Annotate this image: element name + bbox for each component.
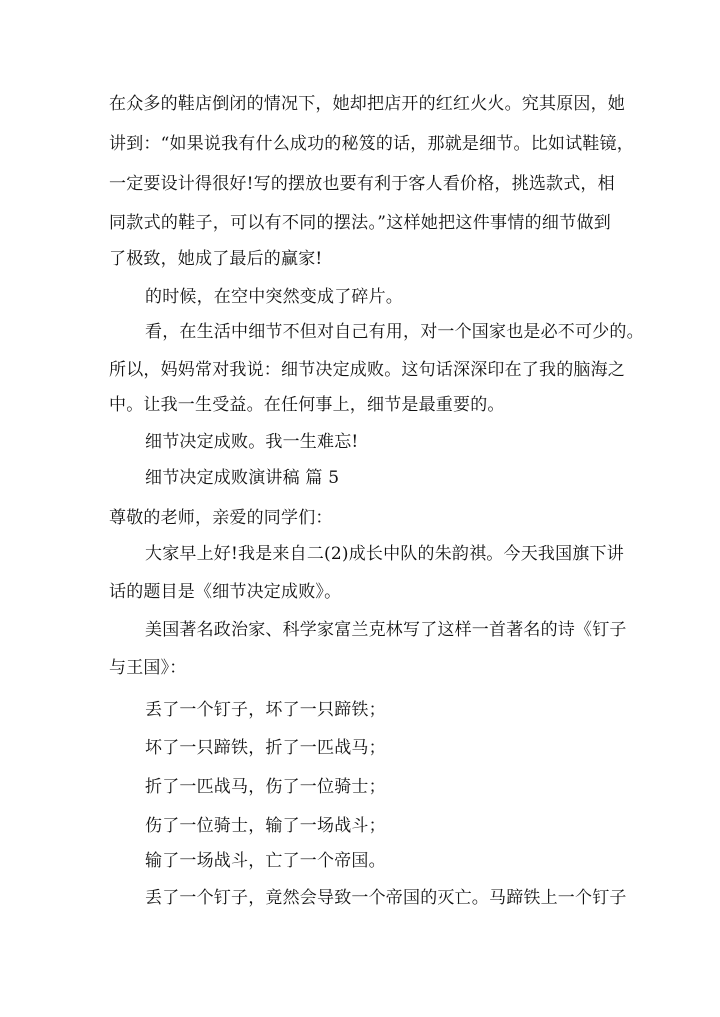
- paragraph-line: 一定要设计得很好!写的摆放也要有利于客人看价格，挑选款式，相: [109, 174, 615, 194]
- paragraph-line: 讲到：“如果说我有什么成功的秘笈的话，那就是细节。比如试鞋镜，: [109, 134, 634, 154]
- paragraph-line: 同款式的鞋子，可以有不同的摆法。”这样她把这件事情的细节做到: [109, 213, 611, 233]
- paragraph-line: 大家早上好!我是来自二(2)成长中队的朱韵祺。今天我国旗下讲: [145, 544, 624, 564]
- poem-line: 坏了一只蹄铁，折了一匹战马；: [145, 738, 386, 758]
- paragraph-line: 看，在生活中细节不但对自己有用，对一个国家也是必不可少的。: [145, 322, 644, 342]
- paragraph-line: 美国著名政治家、科学家富兰克林写了这样一首著名的诗《钉子: [145, 620, 627, 640]
- section-heading: 细节决定成败演讲稿 篇 5: [145, 468, 340, 488]
- paragraph-line: 与王国》：: [109, 658, 187, 678]
- poem-line: 丢了一个钉子，坏了一只蹄铁；: [145, 700, 386, 720]
- poem-line: 输了一场战斗，亡了一个帝国。: [145, 851, 386, 871]
- paragraph-line: 话的题目是《细节决定成败》。: [109, 582, 342, 602]
- paragraph-line: 在众多的鞋店倒闭的情况下，她却把店开的红红火火。究其原因，她: [109, 94, 625, 114]
- paragraph-line: 中。让我一生受益。在任何事上，细节是最重要的。: [109, 395, 505, 415]
- poem-line: 伤了一位骑士，输了一场战斗；: [145, 816, 386, 836]
- paragraph-line: 了极致，她成了最后的赢家!: [109, 249, 323, 269]
- paragraph-line: 细节决定成败。我一生难忘!: [145, 432, 359, 452]
- paragraph-line: 所以，妈妈常对我说：细节决定成败。这句话深深印在了我的脑海之: [109, 360, 625, 380]
- paragraph-line: 的时候，在空中突然变成了碎片。: [145, 287, 403, 307]
- paragraph-line: 丢了一个钉子，竟然会导致一个帝国的灭亡。马蹄铁上一个钉子: [145, 888, 627, 908]
- salutation: 尊敬的老师，亲爱的同学们：: [109, 508, 333, 528]
- poem-line: 折了一匹战马，伤了一位骑士；: [145, 777, 386, 797]
